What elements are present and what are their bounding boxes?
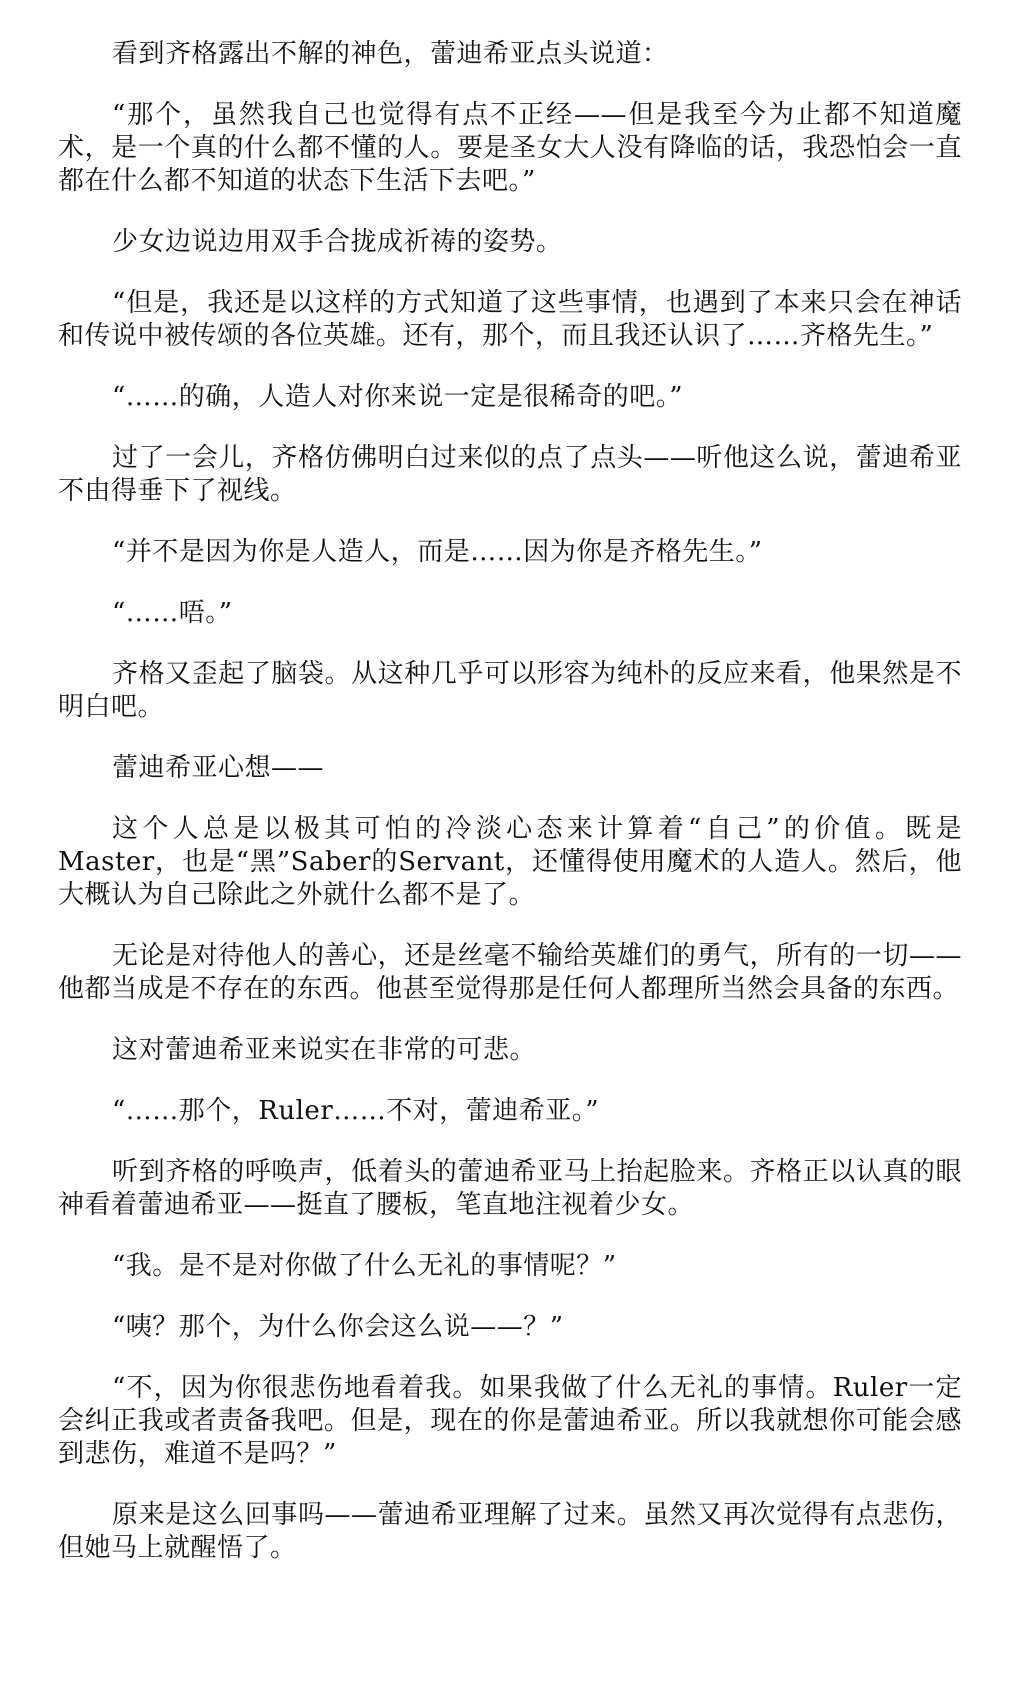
paragraph: 这个人总是以极其可怕的冷淡心态来计算着“自己”的价值。既是Master，也是“黑”Saber的Servant，还懂得使用魔术的人造人。然后，他大概认为自己除此之外就什么都不是了。 <box>58 814 962 910</box>
paragraph: 听到齐格的呼唤声，低着头的蕾迪希亚马上抬起脸来。齐格正以认真的眼神看着蕾迪希亚——挺直了腰板，笔直地注视着少女。 <box>58 1157 962 1220</box>
paragraph: “并不是因为你是人造人，而是……因为你是齐格先生。” <box>112 537 763 567</box>
paragraph: 过了一会儿，齐格仿佛明白过来似的点了点头——听他这么说，蕾迪希亚不由得垂下了视线。 <box>58 443 962 506</box>
paragraph: 蕾迪希亚心想—— <box>112 753 325 783</box>
paragraph: 少女边说边用双手合拢成祈祷的姿势。 <box>112 227 563 257</box>
paragraph: “咦？那个，为什么你会这么说——？” <box>112 1312 564 1342</box>
paragraph: 看到齐格露出不解的神色，蕾迪希亚点头说道： <box>112 39 669 69</box>
paragraph: “……唔。” <box>112 598 233 628</box>
paragraph: “那个，虽然我自己也觉得有点不正经——但是我至今为止都不知道魔术，是一个真的什么都不懂的人。要是圣女大人没有降临的话，我恐怕会一直都在什么都不知道的状态下生活下去吧。” <box>58 100 962 196</box>
paragraph: “我。是不是对你做了什么无礼的事情呢？” <box>112 1251 617 1281</box>
paragraph: “但是，我还是以这样的方式知道了这些事情，也遇到了本来只会在神话和传说中被传颂的各位英雄。还有，那个，而且我还认识了……齐格先生。” <box>58 288 962 351</box>
paragraph: “不，因为你很悲伤地看着我。如果我做了什么无礼的事情。Ruler一定会纠正我或者责备我吧。但是，现在的你是蕾迪希亚。所以我就想你可能会感到悲伤，难道不是吗？” <box>58 1373 962 1469</box>
paragraph: “……的确，人造人对你来说一定是很稀奇的吧。” <box>112 382 684 412</box>
document-page <box>58 38 962 1593</box>
paragraph: 这对蕾迪希亚来说实在非常的可悲。 <box>112 1035 537 1065</box>
paragraph: “……那个，Ruler……不对，蕾迪希亚。” <box>112 1096 600 1126</box>
paragraph: 原来是这么回事吗——蕾迪希亚理解了过来。虽然又再次觉得有点悲伤，但她马上就醒悟了。 <box>58 1500 962 1563</box>
paragraph: 无论是对待他人的善心，还是丝毫不输给英雄们的勇气，所有的一切——他都当成是不存在的东西。他甚至觉得那是任何人都理所当然会具备的东西。 <box>58 941 962 1004</box>
paragraph: 齐格又歪起了脑袋。从这种几乎可以形容为纯朴的反应来看，他果然是不明白吧。 <box>58 659 962 722</box>
